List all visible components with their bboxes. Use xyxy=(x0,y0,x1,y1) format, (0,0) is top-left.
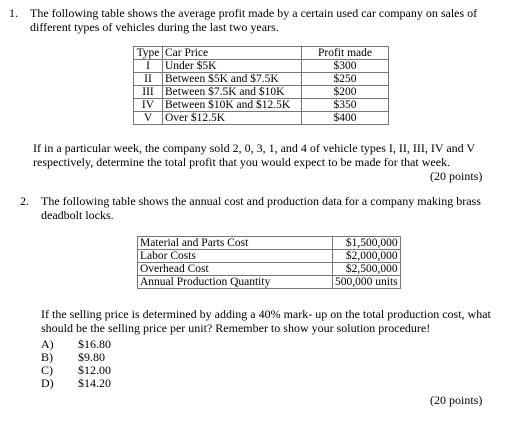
profit-cell: $250 xyxy=(302,73,389,86)
choice-a-letter: A) xyxy=(41,337,54,351)
table-row xyxy=(134,73,389,86)
cost-value-cell: $2,000,000 xyxy=(333,250,401,263)
choice-a-value: $16.80 xyxy=(78,337,111,351)
cost-value-cell: $1,500,000 xyxy=(333,237,401,250)
type-cell: I xyxy=(134,60,163,73)
profit-table-header-row xyxy=(134,47,389,60)
type-cell: III xyxy=(134,86,163,99)
header-profit-made: Profit made xyxy=(302,47,389,60)
car-price-cell: Over $12.5K xyxy=(163,112,302,125)
choice-c-value: $12.00 xyxy=(78,363,111,377)
choice-b-value: $9.80 xyxy=(78,350,105,364)
choice-d-letter: D) xyxy=(41,376,54,390)
table-row xyxy=(138,276,401,289)
type-cell: IV xyxy=(134,99,163,112)
choice-b-letter: B) xyxy=(41,350,53,364)
profit-cell: $300 xyxy=(302,60,389,73)
question-2-number: 2. xyxy=(20,194,29,208)
cost-item-cell: Annual Production Quantity xyxy=(138,276,333,289)
profit-cell: $200 xyxy=(302,86,389,99)
choice-d-value: $14.20 xyxy=(78,376,111,390)
header-car-price: Car Price xyxy=(163,47,302,60)
question-2-points: (20 points) xyxy=(430,393,483,407)
cost-value-cell: $2,500,000 xyxy=(333,263,401,276)
choice-c-letter: C) xyxy=(41,363,53,377)
cost-item-cell: Material and Parts Cost xyxy=(138,237,333,250)
table-row xyxy=(138,250,401,263)
header-type: Type xyxy=(134,47,163,60)
car-price-cell: Under $5K xyxy=(163,60,302,73)
type-cell: II xyxy=(134,73,163,86)
question-1-points: (20 points) xyxy=(430,169,483,183)
car-price-cell: Between $7.5K and $10K xyxy=(163,86,302,99)
question-2-body: If the selling price is determined by adding a 40% mark- up on the total production cost, what should be the selling price per unit? Remember to show your solution procedure! xyxy=(41,307,491,335)
profit-table xyxy=(133,46,389,125)
question-1-prompt: The following table shows the average profit made by a certain used car company on sales of different types of vehicles during the last two years. xyxy=(30,6,478,34)
table-row xyxy=(138,263,401,276)
car-price-cell: Between $5K and $7.5K xyxy=(163,73,302,86)
question-2-prompt: The following table shows the annual cost and production data for a company making brass deadbolt locks. xyxy=(41,194,481,222)
table-row xyxy=(138,237,401,250)
question-1-body: If in a particular week, the company sold 2, 0, 3, 1, and 4 of vehicle types I, II, III, IV and V respectively, determine the total profit that you would expect to be made for that week. xyxy=(33,141,475,169)
cost-production-table xyxy=(137,236,401,289)
question-1-number: 1. xyxy=(9,6,18,20)
table-row xyxy=(134,112,389,125)
car-price-cell: Between $10K and $12.5K xyxy=(163,99,302,112)
profit-cell: $350 xyxy=(302,99,389,112)
type-cell: V xyxy=(134,112,163,125)
table-row xyxy=(134,60,389,73)
table-row xyxy=(134,99,389,112)
cost-value-cell: 500,000 units xyxy=(333,276,401,289)
profit-cell: $400 xyxy=(302,112,389,125)
cost-item-cell: Labor Costs xyxy=(138,250,333,263)
table-row xyxy=(134,86,389,99)
cost-item-cell: Overhead Cost xyxy=(138,263,333,276)
